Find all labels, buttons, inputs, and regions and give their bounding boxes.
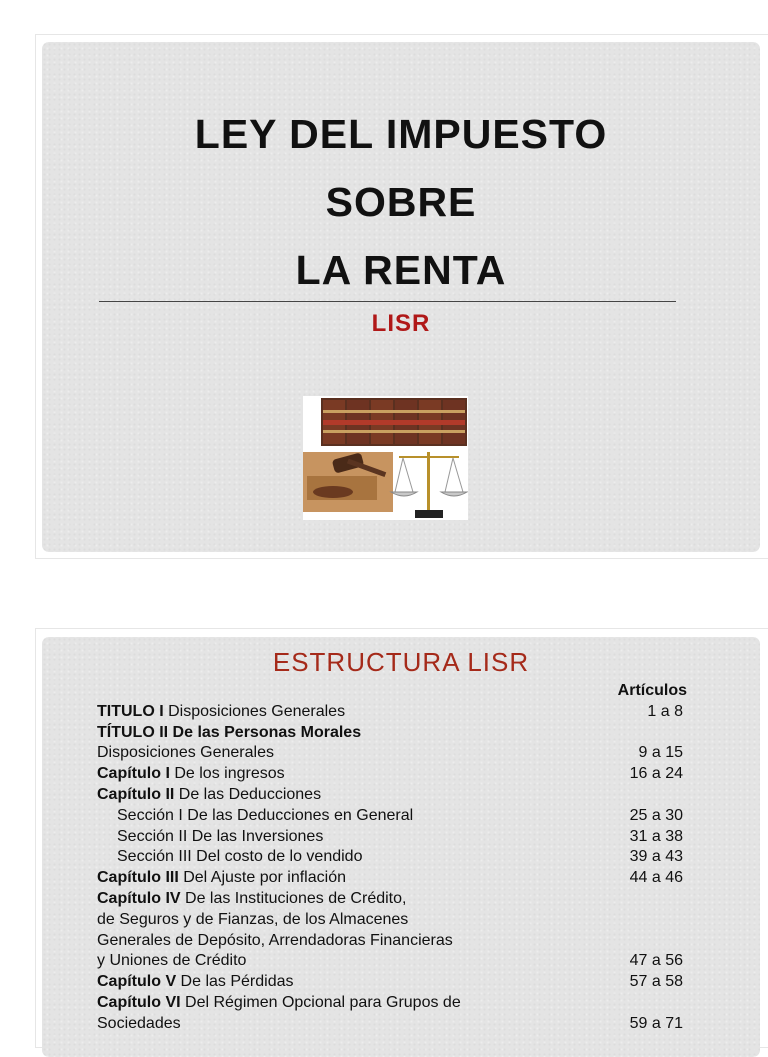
- toc-row-articles: [599, 993, 687, 1014]
- toc-row: [97, 951, 687, 972]
- law-books-gavel-scales-icon: [303, 396, 468, 520]
- articles-column-header: Artículos: [617, 682, 687, 699]
- toc-row: [97, 868, 687, 889]
- slide-2: [42, 637, 760, 1057]
- title-line-2: SOBRE: [325, 179, 477, 225]
- toc-row-heading: Capítulo IV: [97, 889, 181, 907]
- toc-row: [97, 847, 687, 868]
- toc-row-label: [97, 951, 599, 972]
- toc-row-text: Sección I De las Deducciones en General: [117, 806, 414, 824]
- toc-row-heading: TITULO I: [97, 702, 164, 720]
- toc-row-articles: [599, 910, 687, 931]
- toc-row-label: [97, 847, 599, 868]
- toc-row-articles: 16 a 24: [629, 765, 683, 783]
- toc-row-text: Sección II De las Inversiones: [117, 827, 324, 845]
- toc-row-text: Disposiciones Generales: [163, 702, 346, 720]
- title-line-3: LA RENTA: [295, 247, 507, 293]
- toc-header: [97, 681, 687, 702]
- toc-row-label: [97, 889, 599, 910]
- toc-rows: [97, 702, 687, 1035]
- toc-row-label: [97, 993, 599, 1014]
- toc-row-text: De los ingresos: [169, 765, 285, 783]
- toc-row-text: De las Instituciones de Crédito,: [180, 889, 407, 907]
- toc-row-articles: 1 a 8: [647, 702, 683, 720]
- toc-row-articles: 9 a 15: [638, 744, 683, 762]
- toc-row-heading: Capítulo V: [97, 973, 177, 991]
- table-of-contents: [97, 681, 687, 1035]
- toc-row-text: Sociedades: [97, 1014, 181, 1032]
- toc-row: [97, 1014, 687, 1035]
- toc-row-articles: [599, 889, 687, 910]
- toc-row-articles: 31 a 38: [629, 827, 683, 845]
- toc-row-text: Sección III Del costo de lo vendido: [117, 848, 363, 866]
- slide-2-frame: [35, 628, 768, 1048]
- toc-row-text: y Uniones de Crédito: [97, 952, 247, 970]
- title-line-1: LEY DEL IMPUESTO: [194, 111, 608, 157]
- toc-row: [97, 702, 687, 723]
- toc-row: [97, 743, 687, 764]
- toc-row-label: [97, 723, 599, 744]
- toc-row: [97, 972, 687, 993]
- toc-row-articles: [599, 931, 687, 952]
- toc-row-heading: Capítulo I: [97, 765, 170, 783]
- toc-row-articles: 44 a 46: [629, 869, 683, 887]
- toc-row-articles: 57 a 58: [629, 973, 683, 991]
- toc-row: [97, 993, 687, 1014]
- toc-row-articles: 47 a 56: [629, 952, 683, 970]
- toc-row-label: [97, 1014, 599, 1035]
- title-divider: [99, 301, 676, 302]
- toc-row-label: [97, 868, 599, 889]
- toc-row-label: [97, 827, 599, 848]
- toc-row: [97, 931, 687, 952]
- toc-row: [97, 806, 687, 827]
- toc-row-articles: 25 a 30: [629, 806, 683, 824]
- toc-row-label: [97, 806, 599, 827]
- toc-row: [97, 785, 687, 806]
- toc-row-heading: Capítulo III: [97, 869, 179, 887]
- toc-row-articles: 59 a 71: [629, 1014, 683, 1032]
- toc-row-heading: TÍTULO II De las Personas Morales: [97, 723, 362, 741]
- toc-row-text: Disposiciones Generales: [97, 744, 274, 762]
- slide-title: [42, 100, 760, 304]
- toc-row-label: [97, 785, 599, 806]
- toc-row-articles: [599, 723, 687, 744]
- slide-subtitle: LISR: [371, 310, 431, 337]
- toc-row-label: [97, 910, 599, 931]
- toc-row-articles: 39 a 43: [629, 848, 683, 866]
- toc-row-articles: [599, 785, 687, 806]
- toc-row-text: Del Ajuste por inflación: [178, 869, 346, 887]
- toc-row: [97, 723, 687, 744]
- toc-row-label: [97, 931, 599, 952]
- toc-row-text: de Seguros y de Fianzas, de los Almacenes: [97, 910, 409, 928]
- toc-row-heading: Capítulo VI: [97, 993, 181, 1011]
- toc-row: [97, 889, 687, 910]
- toc-row: [97, 827, 687, 848]
- toc-row-text: Del Régimen Opcional para Grupos de: [180, 993, 461, 1011]
- toc-row-label: [97, 702, 599, 723]
- toc-row-text: De las Deducciones: [174, 785, 322, 803]
- toc-row-label: [97, 764, 599, 785]
- toc-row-text: De las Pérdidas: [176, 973, 294, 991]
- toc-row-text: Generales de Depósito, Arrendadoras Financieras: [97, 931, 453, 949]
- slide-1: [42, 42, 760, 552]
- toc-row: [97, 910, 687, 931]
- slide-2-title: ESTRUCTURA LISR: [272, 647, 530, 677]
- toc-row-label: [97, 743, 599, 764]
- toc-row-label: [97, 972, 599, 993]
- slide-1-frame: [35, 34, 768, 559]
- toc-row: [97, 764, 687, 785]
- toc-row-heading: Capítulo II: [97, 785, 175, 803]
